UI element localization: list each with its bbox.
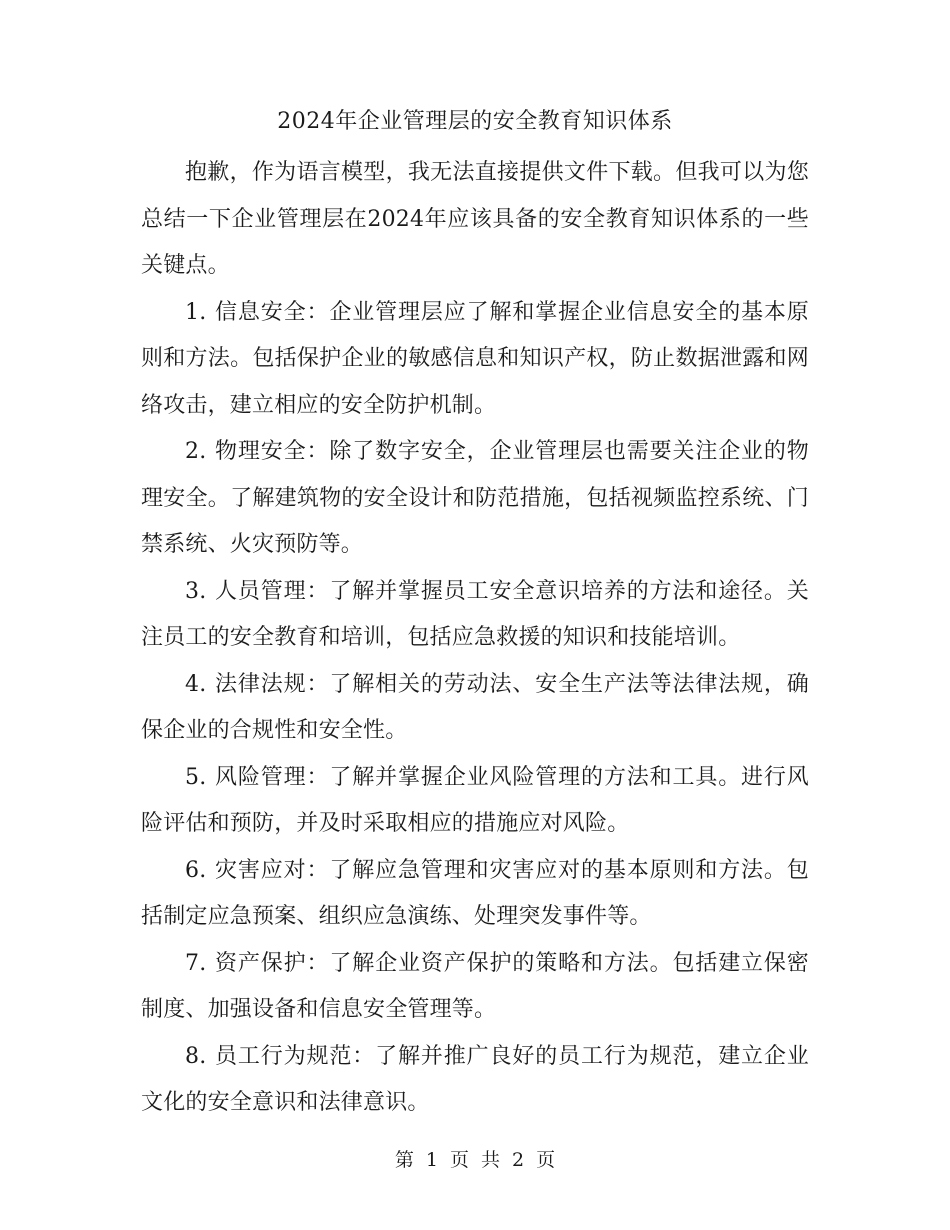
document-title: 2024年企业管理层的安全教育知识体系 (277, 109, 673, 134)
item-number: 1. (185, 299, 207, 325)
item-number: 2. (185, 439, 207, 464)
item-number: 6. (185, 857, 207, 883)
document-body (141, 150, 809, 1127)
list-item (141, 848, 809, 941)
item-text: 资产保护：了解企业资产保护的策略和方法。包括建立保密制度、加强设备和信息安全管理等。 (141, 950, 809, 1022)
list-item (141, 290, 809, 430)
item-number: 3. (185, 578, 207, 604)
item-number: 5. (185, 764, 207, 790)
item-text: 物理安全：除了数字安全，企业管理层也需要关注企业的物理安全。了解建筑物的安全设计和防范措施，包括视频监控系统、门禁系统、火灾预防等。 (141, 439, 809, 557)
intro-paragraph: 抱歉，作为语言模型，我无法直接提供文件下载。但我可以为您总结一下企业管理层在2024年应该具备的安全教育知识体系的一些关键点。 (141, 160, 809, 278)
list-item (141, 755, 809, 848)
item-number: 7. (185, 950, 207, 976)
item-text: 风险管理：了解并掌握企业风险管理的方法和工具。进行风险评估和预防，并及时采取相应的措施应对风险。 (141, 764, 809, 836)
item-number: 8. (185, 1043, 207, 1069)
item-text: 人员管理：了解并掌握员工安全意识培养的方法和途径。关注员工的安全教育和培训，包括应急救援的知识和技能培训。 (141, 578, 809, 650)
list-item (141, 569, 809, 662)
list-item (141, 662, 809, 755)
list-item (141, 941, 809, 1034)
item-text: 员工行为规范：了解并推广良好的员工行为规范，建立企业文化的安全意识和法律意识。 (141, 1043, 809, 1115)
item-text: 信息安全：企业管理层应了解和掌握企业信息安全的基本原则和方法。包括保护企业的敏感信息和知识产权，防止数据泄露和网络攻击，建立相应的安全防护机制。 (141, 299, 809, 418)
item-number: 4. (185, 671, 207, 697)
page-number-footer: 第 1 页 共 2 页 (394, 1149, 556, 1171)
list-item (141, 1034, 809, 1127)
item-text: 法律法规：了解相关的劳动法、安全生产法等法律法规，确保企业的合规性和安全性。 (141, 671, 809, 743)
item-text: 灾害应对：了解应急管理和灾害应对的基本原则和方法。包括制定应急预案、组织应急演练、处理突发事件等。 (141, 857, 809, 929)
list-item (141, 429, 809, 569)
